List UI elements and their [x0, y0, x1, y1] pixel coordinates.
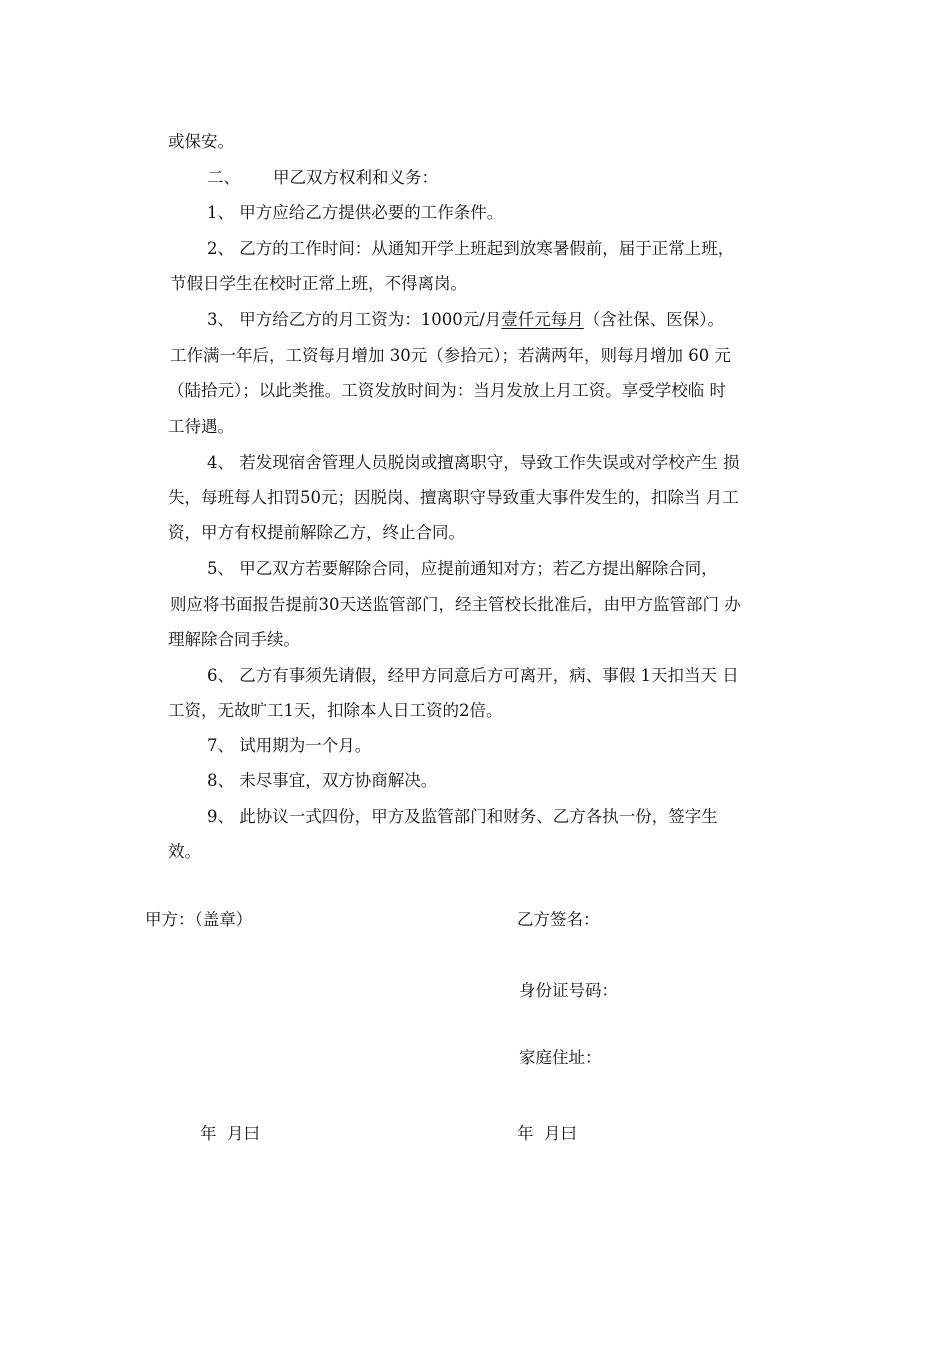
text-line: 效。 — [168, 842, 201, 861]
id-number-label: 身份证号码： — [519, 981, 618, 1000]
party-b-signature-label: 乙方签名： — [517, 910, 600, 929]
text-line: 工待遇。 — [168, 417, 234, 436]
text-line: 资，甲方有权提前解除乙方，终止合同。 — [168, 523, 465, 542]
clause-8: 8、 未尽事宜，双方协商解决。 — [207, 771, 438, 790]
section-heading: 甲乙双方权利和义务： — [273, 168, 438, 187]
text-line: （陆拾元）；以此类推。工资发放时间为：当月发放上月工资。享受学校临 时 — [168, 381, 726, 400]
clause-3-tail: （含社保、医保）。 — [583, 310, 725, 329]
salary-in-words: 壹仟元每月 — [501, 310, 584, 329]
clause-9: 9、 此协议一式四份，甲方及监管部门和财务、乙方各执一份，签字生 — [207, 807, 718, 826]
home-address-label: 家庭住址： — [519, 1048, 602, 1067]
text-line: 理解除合同手续。 — [168, 630, 300, 649]
clause-6: 6、 乙方有事须先请假，经甲方同意后方可离开，病、事假 1天扣当天 日 — [207, 666, 739, 685]
party-a-date: 年 月曰 — [200, 1124, 260, 1143]
party-a-seal-label: 甲方：（盖章） — [145, 910, 253, 929]
clause-7: 7、 试用期为一个月。 — [207, 736, 372, 755]
clause-3 — [207, 309, 724, 331]
text-line: 节假日学生在校时正常上班，不得离岗。 — [170, 274, 467, 293]
text-line: 工作满一年后，工资每月增加 30元（参拾元）；若满两年，则每月增加 60 元 — [170, 346, 731, 365]
section-number: 二、 — [207, 168, 240, 187]
text-line: 则应将书面报告提前30天送监管部门，经主管校长批准后，由甲方监管部门 办 — [170, 595, 741, 614]
text-line: 失，每班每人扣罚50元；因脱岗、擅离职守导致重大事件发生的，扣除当 月工 — [168, 488, 739, 507]
text-line: 或保安。 — [168, 132, 234, 151]
clause-3-text: 3、 甲方给乙方的月工资为：1000元/月 — [207, 310, 502, 329]
clause-1: 1、 甲方应给乙方提供必要的工作条件。 — [207, 203, 504, 222]
clause-4: 4、 若发现宿舍管理人员脱岗或擅离职守，导致工作失误或对学校产生 损 — [207, 453, 740, 472]
clause-2: 2、 乙方的工作时间：从通知开学上班起到放寒暑假前，届于正常上班， — [207, 239, 735, 258]
clause-5: 5、 甲乙双方若要解除合同，应提前通知对方；若乙方提出解除合同， — [207, 559, 718, 578]
text-line: 工资，无故旷工1天，扣除本人日工资的2倍。 — [168, 701, 503, 720]
party-b-date: 年 月曰 — [517, 1124, 577, 1143]
